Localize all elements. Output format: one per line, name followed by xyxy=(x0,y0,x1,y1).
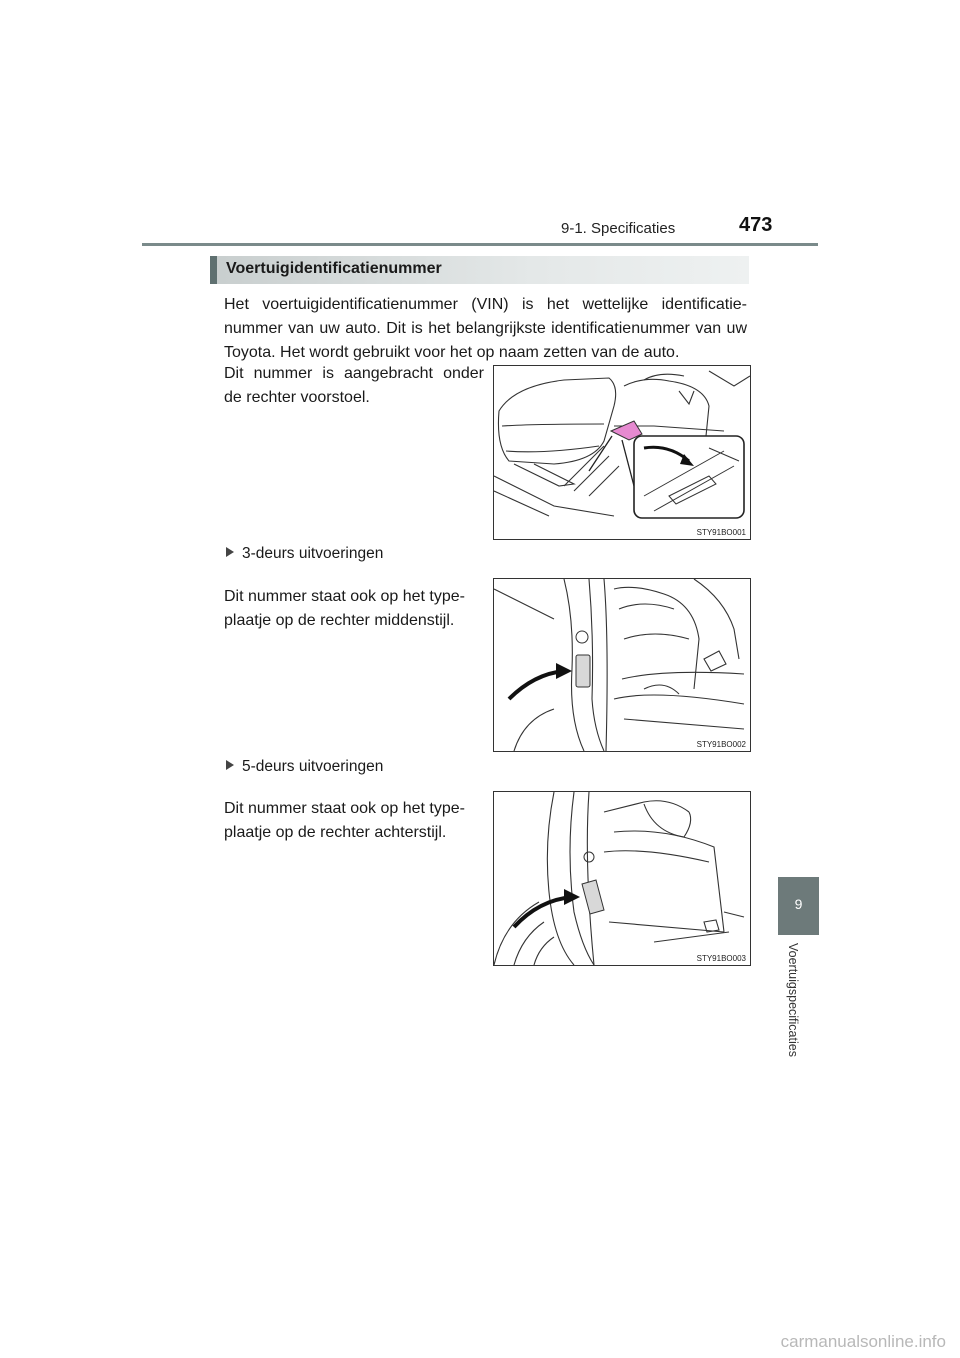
section-heading-accent xyxy=(210,256,217,284)
bullet-5-door-label: 5-deurs uitvoeringen xyxy=(242,758,384,775)
block-3-text xyxy=(224,797,484,845)
section-heading-title: Voertuigidentificatienummer xyxy=(226,260,442,277)
page-number: 473 xyxy=(739,214,773,236)
block-1-line-1: Dit nummer is aangebracht onder xyxy=(224,365,484,382)
bullet-3-door xyxy=(226,545,383,563)
rear-pillar-illustration xyxy=(494,792,750,965)
type-plate xyxy=(576,655,590,687)
block-3-line-2: plaatje op de rechter achterstijl. xyxy=(224,824,447,841)
watermark: carmanualsonline.info xyxy=(780,1332,946,1351)
section-heading-bar xyxy=(210,256,749,284)
bullet-3-door-label: 3-deurs uitvoeringen xyxy=(242,545,384,562)
bullet-5-door xyxy=(226,758,383,776)
chapter-tab xyxy=(778,877,819,935)
center-pillar-illustration xyxy=(494,579,750,751)
figure-code: STY91BO001 xyxy=(696,528,746,537)
chapter-label: Voertuigspecificaties xyxy=(786,943,800,1057)
block-2-line-1: Dit nummer staat ook op het type- xyxy=(224,588,465,605)
block-1-text xyxy=(224,362,484,410)
block-2-line-2: plaatje op de rechter middenstijl. xyxy=(224,612,455,629)
intro-paragraph: Het voertuigidentificatienummer (VIN) is het wettelijke identificatie-nummer van uw auto. Dit is het belangrijkste identificatienummer van uw Toyota. Het wordt gebruikt voor het op naam zetten van de auto. xyxy=(224,296,747,361)
figure-center-pillar xyxy=(493,578,751,752)
type-plate xyxy=(582,880,604,914)
block-1-line-2: de rechter voorstoel. xyxy=(224,389,370,406)
bullet-triangle-icon xyxy=(226,547,234,557)
figure-under-seat xyxy=(493,365,751,540)
block-3-line-1: Dit nummer staat ook op het type- xyxy=(224,800,465,817)
chapter-number: 9 xyxy=(794,896,803,912)
figure-code: STY91BO003 xyxy=(696,954,746,963)
bullet-triangle-icon xyxy=(226,760,234,770)
section-breadcrumb: 9-1. Specificaties xyxy=(561,220,676,237)
figure-rear-pillar xyxy=(493,791,751,966)
header-divider xyxy=(142,243,818,246)
seat-illustration xyxy=(494,366,750,539)
block-2-text xyxy=(224,585,484,633)
figure-code: STY91BO002 xyxy=(696,740,746,749)
